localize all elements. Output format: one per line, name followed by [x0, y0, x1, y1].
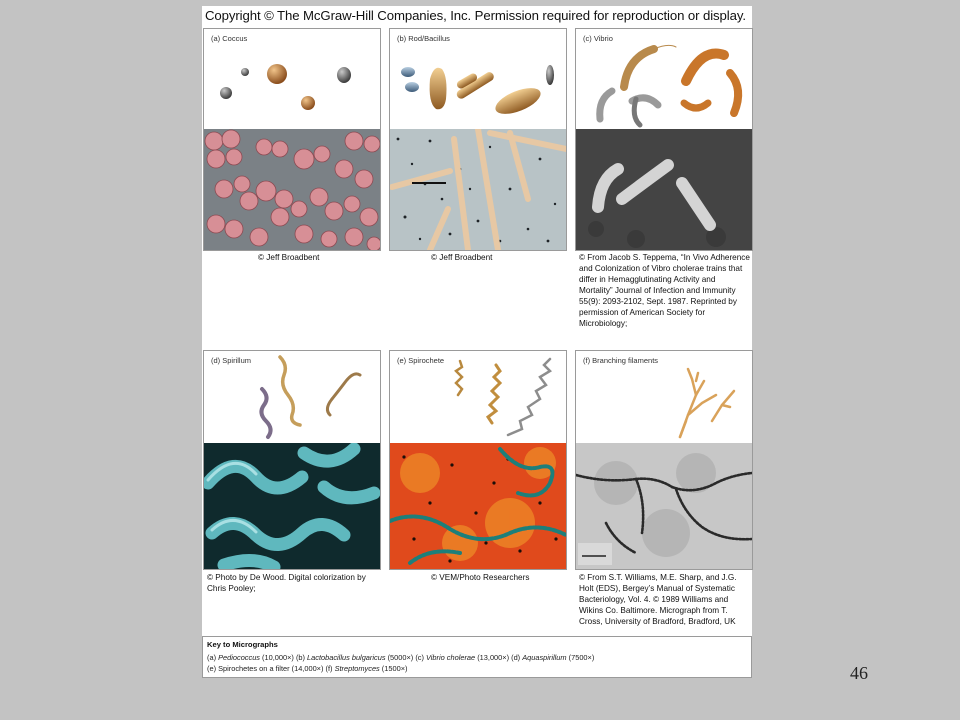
- bacillus-drawing: [390, 29, 566, 129]
- panel-label: (a) Coccus: [211, 34, 248, 43]
- key-c-mag: (13,000×): [475, 653, 512, 662]
- key-f-mag: (1500×): [379, 664, 408, 673]
- branching-filaments-micrograph: [576, 443, 752, 569]
- key-line-1: [207, 653, 594, 662]
- copyright-notice: Copyright © The McGraw-Hill Companies, Inc. Permission required for reproduction or display.: [205, 8, 746, 23]
- panel-vibrio: [575, 28, 753, 328]
- panel-coccus: [203, 28, 381, 262]
- key-b-mag: (5000×): [385, 653, 416, 662]
- key-f-prefix: (f): [325, 664, 335, 673]
- figure-plate: [202, 6, 752, 678]
- panel-label: (d) Spirillum: [211, 356, 252, 365]
- spirochete-micrograph: [390, 443, 566, 569]
- key-c-name: Vibrio cholerae: [425, 653, 476, 662]
- key-a-name: Pediococcus: [218, 653, 260, 662]
- micrograph-key: [202, 636, 752, 678]
- key-b-prefix: (b): [295, 653, 308, 662]
- key-d-mag: (7500×): [566, 653, 595, 662]
- panel-label: (e) Spirochete: [397, 356, 445, 365]
- coccus-micrograph: [204, 129, 380, 250]
- panel-label: (b) Rod/Bacillus: [397, 34, 450, 43]
- photo-credit: © Photo by De Wood. Digital colorization by Chris Pooley;: [207, 573, 366, 593]
- photo-credit: © VEM/Photo Researchers: [431, 573, 530, 582]
- bacillus-micrograph: [390, 129, 566, 250]
- photo-credit: © From S.T. Williams, M.E. Sharp, and J.G. Holt (EDS), Bergey’s Manual of Systematic Bacteriology, Vol. 4. © 1989 Williams and Wikins Co. Baltimore. Micrograph from T. Cross, University of Bradford, Bradford, UK: [579, 573, 737, 626]
- panel-label: (c) Vibrio: [583, 34, 613, 43]
- key-a-prefix: (a): [207, 653, 219, 662]
- panel-label: (f) Branching filaments: [583, 356, 659, 365]
- spirillum-micrograph: [204, 443, 380, 569]
- key-d-prefix: (d): [511, 653, 523, 662]
- panel-rod-bacillus: [389, 28, 567, 262]
- coccus-drawing: [204, 29, 380, 129]
- photo-credit: © Jeff Broadbent: [258, 253, 320, 262]
- key-a-mag: (10,000×): [260, 653, 296, 662]
- key-d-name: Aquaspirillum: [522, 653, 567, 662]
- vibrio-micrograph: [576, 129, 752, 250]
- key-e-text: (e) Spirochetes on a filter (14,000×): [207, 664, 326, 673]
- key-f-name: Streptomyces: [334, 664, 380, 673]
- key-line-2: [207, 664, 407, 673]
- page-number: 46: [850, 663, 868, 683]
- vibrio-drawing: [576, 29, 752, 129]
- photo-credit: © From Jacob S. Teppema, “In Vivo Adherence and Colonization of Vibro cholerae trains that differ in Hemagglutinating Activity and Mortality” Journal of Infection and Immunity 55(9): 2093-2102, Sept. 1987. Reprinted by permission of American Society for Microbiology;: [579, 253, 750, 328]
- panel-spirochete: [389, 350, 567, 582]
- panel-branching-filaments: [575, 350, 753, 626]
- key-title: Key to Micrographs: [207, 640, 278, 649]
- key-c-prefix: (c): [415, 653, 426, 662]
- panel-spirillum: [203, 350, 381, 593]
- key-b-name: Lactobacillus bulgaricus: [307, 653, 386, 662]
- photo-credit: © Jeff Broadbent: [431, 253, 493, 262]
